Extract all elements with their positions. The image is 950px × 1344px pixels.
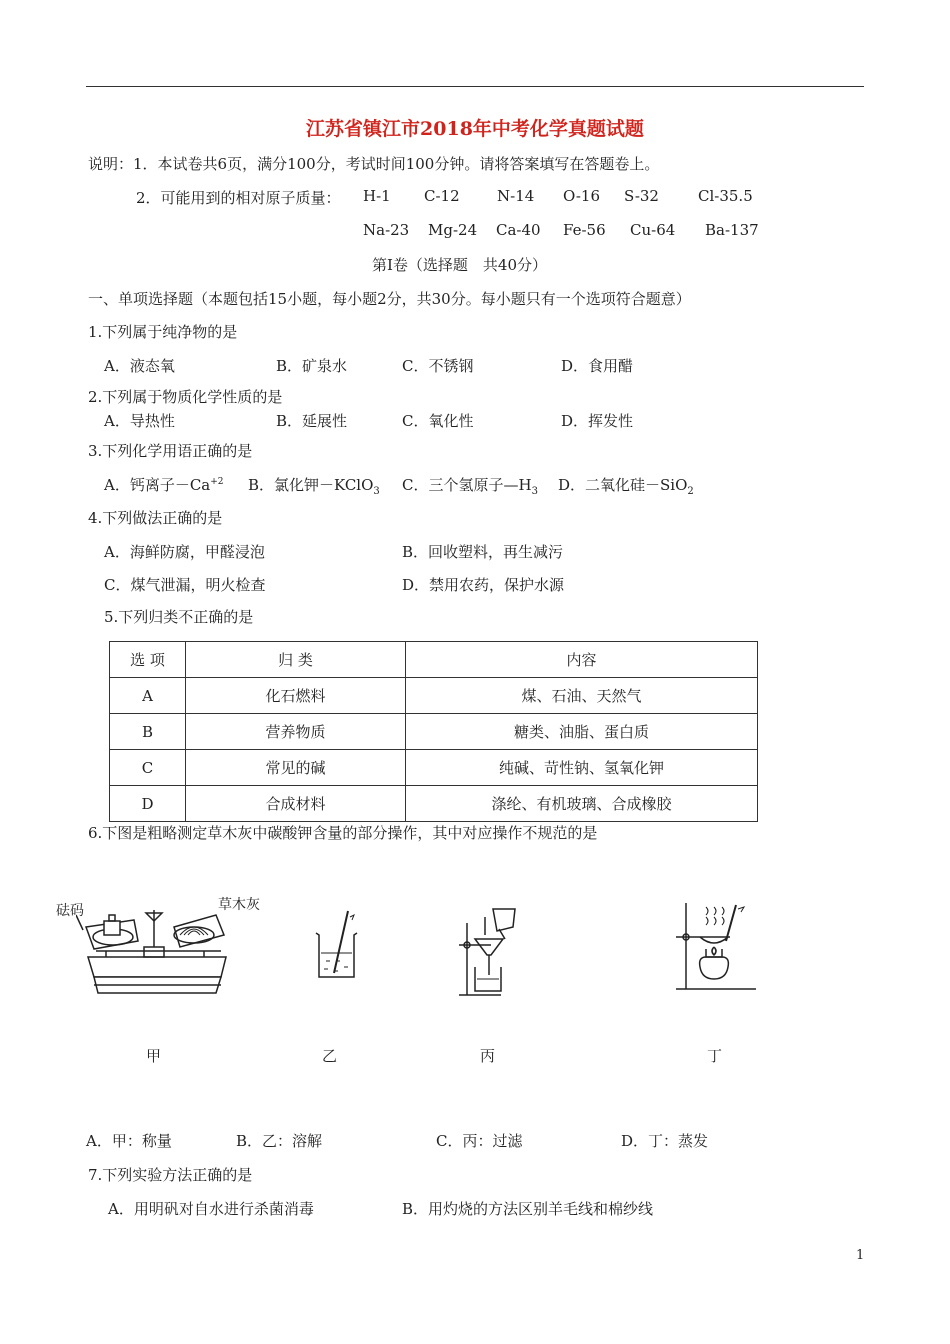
figure-caption: 丙 bbox=[480, 1047, 496, 1065]
table-header: 选 项 bbox=[110, 642, 186, 678]
option-b: B．氯化钾－KClO$_3$ bbox=[248, 476, 380, 497]
atomic-mass: Fe-56 bbox=[563, 221, 606, 239]
table-cell: 化石燃料 bbox=[186, 678, 406, 714]
question-7-stem: 7.下列实验方法正确的是 bbox=[88, 1166, 253, 1184]
atomic-mass: Na-23 bbox=[363, 221, 410, 239]
dissolving-illustration bbox=[312, 905, 362, 980]
atomic-mass: Ca-40 bbox=[496, 221, 541, 239]
table-cell: C bbox=[110, 750, 186, 786]
question-1-stem: 1.下列属于纯净物的是 bbox=[88, 323, 238, 341]
question-4-stem: 4.下列做法正确的是 bbox=[88, 509, 223, 527]
atomic-mass: Cu-64 bbox=[630, 221, 676, 239]
option-b: B．用灼烧的方法区别羊毛线和棉纱线 bbox=[402, 1200, 654, 1218]
option-d: D．二氧化硅－SiO$_2$ bbox=[558, 476, 694, 497]
option-c: C．煤气泄漏，明火检查 bbox=[104, 576, 266, 594]
question-2-stem: 2.下列属于物质化学性质的是 bbox=[88, 388, 283, 406]
option-c: C．丙：过滤 bbox=[436, 1132, 523, 1150]
filtration-illustration bbox=[455, 905, 535, 1000]
option-a: A．钙离子$-Ca^{+2}$ bbox=[104, 476, 224, 494]
table-header-row bbox=[110, 642, 758, 678]
page-number: 1 bbox=[856, 1248, 865, 1263]
figure-label-plant-ash: 草木灰 bbox=[218, 897, 260, 913]
table-cell: A bbox=[110, 678, 186, 714]
option-a: A．甲：称量 bbox=[86, 1132, 172, 1150]
figure-caption: 甲 bbox=[146, 1047, 162, 1065]
option-d: D．丁：蒸发 bbox=[621, 1132, 709, 1150]
question-5-stem: 5.下列归类不正确的是 bbox=[104, 608, 254, 626]
evaporation-illustration bbox=[670, 897, 770, 997]
atomic-mass: Ba-137 bbox=[705, 221, 759, 239]
page-title: 江苏省镇江市2018年中考化学真题试题 bbox=[306, 118, 644, 140]
question-3-stem: 3.下列化学用语正确的是 bbox=[88, 442, 253, 460]
option-d: D．食用醋 bbox=[561, 357, 634, 375]
question-6-stem: 6.下图是粗略测定草木灰中碳酸钾含量的部分操作，其中对应操作不规范的是 bbox=[88, 824, 598, 842]
option-a: A．液态氧 bbox=[104, 357, 175, 375]
atomic-mass: Cl-35.5 bbox=[698, 187, 753, 205]
volume-heading: 第Ⅰ卷（选择题 共40分） bbox=[372, 256, 548, 274]
table-cell: 煤、石油、天然气 bbox=[406, 678, 758, 714]
atomic-mass: C-12 bbox=[424, 187, 460, 205]
table-cell: 涤纶、有机玻璃、合成橡胶 bbox=[406, 786, 758, 822]
atomic-mass: N-14 bbox=[497, 187, 535, 205]
atomic-mass: S-32 bbox=[624, 187, 659, 205]
option-a: A．导热性 bbox=[104, 412, 175, 430]
balance-illustration bbox=[76, 905, 236, 1000]
option-b: B．延展性 bbox=[276, 412, 348, 430]
table-row bbox=[110, 678, 758, 714]
option-c: C．不锈钢 bbox=[402, 357, 474, 375]
notes-line-2: 2．可能用到的相对原子质量： bbox=[136, 189, 341, 207]
atomic-mass: Mg-24 bbox=[428, 221, 478, 239]
table-row bbox=[110, 750, 758, 786]
option-c: C．三个氢原子$—H_3$ bbox=[402, 476, 538, 497]
section-heading: 一、单项选择题（本题包括15小题，每小题2分，共30分。每小题只有一个选项符合题意） bbox=[88, 290, 691, 308]
table-row bbox=[110, 786, 758, 822]
table-cell: B bbox=[110, 714, 186, 750]
option-a: A．用明矾对自水进行杀菌消毒 bbox=[108, 1200, 314, 1218]
figure-caption: 乙 bbox=[322, 1047, 338, 1065]
table-row bbox=[110, 714, 758, 750]
figure-label-weights: 砝码 bbox=[56, 903, 84, 919]
figure-caption: 丁 bbox=[707, 1047, 723, 1065]
classification-table bbox=[109, 641, 758, 822]
atomic-mass: H-1 bbox=[363, 187, 391, 205]
table-header: 内容 bbox=[406, 642, 758, 678]
header-rule bbox=[86, 86, 864, 87]
table-header: 归 类 bbox=[186, 642, 406, 678]
atomic-mass: O-16 bbox=[563, 187, 601, 205]
table-cell: 常见的碱 bbox=[186, 750, 406, 786]
option-d: D．挥发性 bbox=[561, 412, 634, 430]
option-b: B．回收塑料，再生减污 bbox=[402, 543, 564, 561]
notes-line-1: 说明：1．本试卷共6页，满分100分，考试时间100分钟。请将答案填写在答题卷上。 bbox=[88, 155, 660, 173]
table-cell: 营养物质 bbox=[186, 714, 406, 750]
option-a: A．海鲜防腐，甲醛浸泡 bbox=[104, 543, 265, 561]
table-cell: D bbox=[110, 786, 186, 822]
option-c: C．氧化性 bbox=[402, 412, 474, 430]
table-cell: 合成材料 bbox=[186, 786, 406, 822]
table-cell: 纯碱、苛性钠、氢氧化钾 bbox=[406, 750, 758, 786]
option-b: B．矿泉水 bbox=[276, 357, 348, 375]
table-cell: 糖类、油脂、蛋白质 bbox=[406, 714, 758, 750]
option-b: B．乙：溶解 bbox=[236, 1132, 323, 1150]
option-d: D．禁用农药，保护水源 bbox=[402, 576, 565, 594]
